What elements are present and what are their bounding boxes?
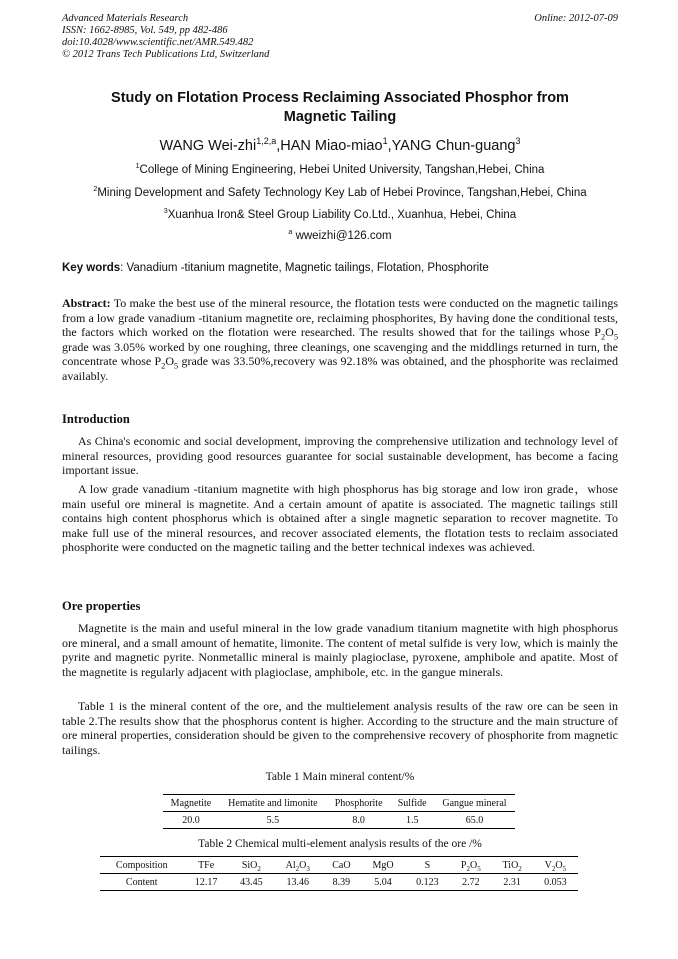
abstract-sub: 5: [613, 332, 618, 342]
abstract-sub: 2: [161, 361, 166, 371]
keywords-label: Key words: [62, 262, 121, 274]
email-text[interactable]: wweizhi@126.com: [295, 230, 392, 242]
title-line-1: Study on Flotation Process Reclaiming Associated Phosphor from: [111, 90, 569, 106]
affiliation-1: [40, 164, 640, 176]
ore-paragraph-2: [62, 699, 618, 757]
affiliation-1-text: College of Mining Engineering, Hebei United University, Tangshan,Hebei, China: [139, 164, 545, 176]
table-cell: 8.0: [352, 814, 365, 826]
abstract: [62, 296, 618, 384]
table-header-cell: TiO$_2$: [492, 857, 533, 874]
table-header-cell: Magnetite: [163, 795, 219, 812]
table-header-cell: MgO: [361, 857, 404, 874]
affiliation-2-text: Mining Development and Safety Technology Key Lab of Hebei Province, Tangshan,Hebei, China: [97, 187, 587, 199]
abstract-text-2: grade was 3.05% worked by one roughing, three cleanings, one scavenging and the middlings returned in turn, the concentrate whose P: [62, 339, 618, 369]
affiliation-3: [40, 209, 640, 221]
author-3: ,YANG Chun-guang: [387, 138, 516, 154]
introduction-text-2: A low grade vanadium -titanium magnetite with high phosphorus has big storage and low iron grade，whose main useful ore mineral is magnetite. And a certain amount of apatite is associated. The magnetic tailings still contains high content phosphorus which is obtained after a single magnetic separation to recover magnetite. To make full use of the mineral resources, and recover associated elements, the flotation tests to reclaim associated phosphorite were conducted on the magnetic tailing and the better technical indexes was achieved.: [62, 482, 618, 555]
table-1-mineral-content: [163, 794, 515, 829]
introduction-text-1: As China's economic and social development, improving the comprehensive utilization and technology level of mineral resources, providing good resources guarantee for social sustainable development, has become a facing important issue.: [62, 434, 618, 478]
table-header-cell: Composition: [100, 857, 184, 874]
journal-name: Advanced Materials Research: [62, 13, 189, 24]
abstract-o: O: [165, 354, 175, 369]
keywords: [62, 262, 618, 274]
table-cell: 2.31: [503, 876, 521, 888]
author-2: ,HAN Miao-miao: [276, 138, 383, 154]
table-cell: 0.053: [544, 876, 567, 888]
table-header-cell: TFe: [184, 857, 229, 874]
keywords-text: : Vanadium -titanium magnetite, Magnetic tailings, Flotation, Phosphorite: [120, 262, 489, 274]
table-header-cell: SiO$_2$: [229, 857, 274, 874]
table-cell: 1.5: [405, 814, 419, 826]
issn-line: ISSN: 1662-8985, Vol. 549, pp 482-486: [62, 25, 228, 36]
table-cell: 12.17: [194, 876, 218, 888]
table-cell: 0.123: [416, 876, 439, 888]
author-1: WANG Wei-zhi: [159, 138, 257, 154]
table-header-row: [163, 795, 515, 812]
table-cell: 65.0: [465, 814, 484, 826]
table-cell: 2.72: [462, 876, 480, 888]
table-2-chemical-analysis: [100, 856, 578, 891]
author-2-sup: 1: [382, 136, 388, 147]
abstract-o: O: [605, 325, 614, 340]
introduction-paragraph-1: [62, 434, 618, 478]
table-cell: 43.45: [240, 876, 263, 888]
abstract-sub: 2: [600, 332, 606, 342]
table-header-cell: Gangue mineral: [434, 795, 515, 812]
ore-text-1: Magnetite is the main and useful mineral in the low grade vanadium titanium magnetite with high phosphorus ore mineral, and a small amount of hematite, limonite. The content of metal sulfide is very low, which is mainly the pyrite and magnetic pyrite. Nonmetallic mineral is mainly plagioclase, pyroxene, amphibole and apatite. Most of the magnetite is regularly adjacent with plagioclase, amphibole, etc. in the gangue minerals.: [62, 621, 618, 679]
table-header-cell: Hematite and limonite: [219, 795, 327, 812]
doi-line: doi:10.4028/www.scientific.net/AMR.549.482: [62, 37, 254, 48]
table-header-cell: S: [405, 857, 450, 874]
table-header-cell: $V_2O_5$: [533, 857, 578, 874]
table-header-cell: $Al_2O_3$: [274, 857, 322, 874]
authors: [62, 138, 618, 154]
table-header-row: [100, 857, 578, 874]
table-cell: 5.5: [266, 814, 280, 826]
section-heading-ore-properties: Ore properties: [62, 599, 141, 613]
table-2-caption: Table 2 Chemical multi-element analysis results of the ore /%: [198, 838, 482, 850]
table-header-cell: $P_2O_5$: [450, 857, 492, 874]
table-header-cell: Sulfide: [390, 795, 434, 812]
table-cell: 20.0: [182, 814, 200, 826]
affiliation-2-sup: 2: [93, 185, 98, 194]
table-1-caption: Table 1 Main mineral content/%: [265, 771, 415, 783]
abstract-sub: 5: [174, 361, 179, 371]
abstract-text-3: grade was 33.50%,recovery was 92.18% was obtained, and the phosphorite was reclaimed availably.: [62, 354, 618, 383]
title-line-2: Magnetic Tailing: [283, 109, 397, 125]
affiliation-1-sup: 1: [135, 162, 140, 171]
email-sup: a: [288, 228, 293, 237]
table-header-cell: CaO: [322, 857, 362, 874]
introduction-paragraph-2: [62, 482, 618, 555]
affiliation-3-sup: 3: [163, 207, 168, 216]
contact-email: [40, 230, 640, 242]
table-row: [163, 812, 515, 829]
affiliation-2: [40, 187, 640, 199]
author-1-sup: 1,2,a: [256, 136, 277, 147]
abstract-text-1: To make the best use of the mineral resource, the flotation tests were conducted on the magnetic tailings from a low grade vanadium -titanium magnetite ore, reclaiming phosphorites, By having done the conditional tests, the factors which worked on the flotation were researched. The results showed that for the tailings whose P: [62, 296, 618, 340]
copyright-line: © 2012 Trans Tech Publications Ltd, Switzerland: [62, 49, 270, 60]
table-cell: 13.46: [286, 876, 309, 888]
online-date: Online: 2012-07-09: [534, 13, 618, 24]
table-row-label: Content: [125, 876, 158, 888]
paper-title: [62, 89, 618, 127]
author-3-sup: 3: [515, 136, 521, 147]
table-header-cell: Phosphorite: [327, 795, 391, 812]
ore-paragraph-1: [62, 621, 618, 679]
ore-text-2: Table 1 is the mineral content of the ore, and the multielement analysis results of the raw ore can be seen in table 2.The results show that the phosphorus content is higher. According to the structure and the main structure of ore mineral properties, consideration should be given to the comprehensive recovery of phosphorite from magnetic tailings.: [62, 699, 618, 757]
table-cell: 8.39: [332, 876, 351, 888]
table-cell: 5.04: [374, 876, 392, 888]
abstract-label: Abstract:: [62, 296, 111, 310]
section-heading-introduction: Introduction: [62, 412, 130, 426]
affiliation-3-text: Xuanhua Iron& Steel Group Liability Co.Ltd., Xuanhua, Hebei, China: [167, 209, 517, 221]
table-row: [100, 874, 578, 891]
journal-header: [62, 13, 618, 61]
